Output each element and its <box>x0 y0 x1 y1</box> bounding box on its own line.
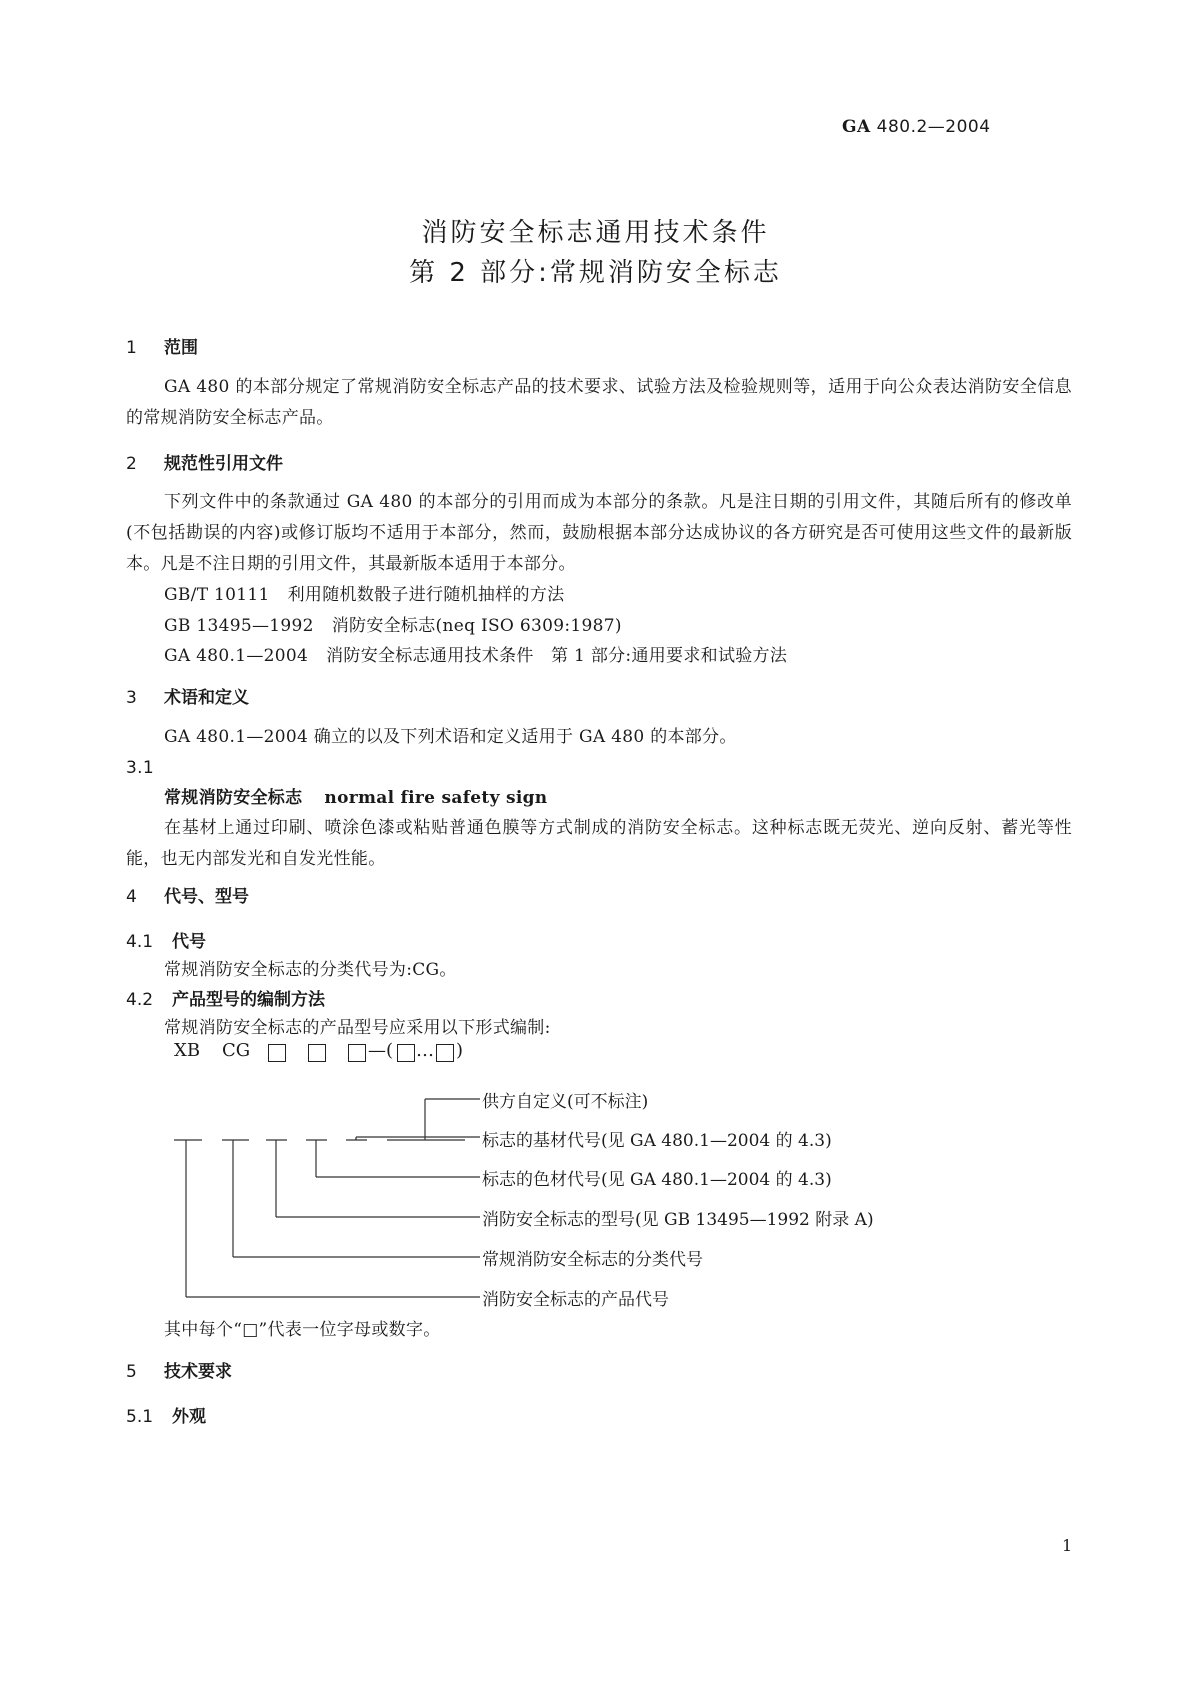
section-number: 3 <box>126 688 137 708</box>
code-close-paren: ) <box>456 1040 464 1061</box>
section-title: 代号 <box>172 932 206 952</box>
section-2-paragraph: 下列文件中的条款通过 GA 480 的本部分的引用而成为本部分的条款。凡是注日期的引用文件，其随后所有的修改单(不包括勘误的内容)或修订版均不适用于本部分，然而，鼓励根据本部分达成协议的各方研究是否可使用这些文件的最新版本。凡是不注日期的引用文件，其最新版本适用于本部分。 <box>126 492 1072 574</box>
section-number: 1 <box>126 338 137 358</box>
term-chinese: 常规消防安全标志 <box>164 788 303 808</box>
section-title: 规范性引用文件 <box>164 454 283 474</box>
placeholder-box-icon <box>268 1044 286 1062</box>
reference-title: 消防安全标志通用技术条件 第 1 部分:通用要求和试验方法 <box>326 646 788 666</box>
diagram-label-sign-type: 消防安全标志的型号(见 GB 13495—1992 附录 A) <box>482 1210 874 1230</box>
reference-code: GB 13495—1992 <box>164 616 314 636</box>
diagram-label-color-material: 标志的色材代号(见 GA 480.1—2004 的 4.3) <box>482 1170 832 1190</box>
diagram-label-product-code: 消防安全标志的产品代号 <box>482 1290 669 1310</box>
section-number: 5.1 <box>126 1407 154 1427</box>
reference-title: 利用随机数骰子进行随机抽样的方法 <box>287 585 565 605</box>
subsection-4-1-text: 常规消防安全标志的分类代号为:CG。 <box>164 960 457 980</box>
section-title: 技术要求 <box>164 1362 232 1382</box>
section-title: 产品型号的编制方法 <box>172 990 325 1010</box>
section-number: 4.2 <box>126 990 154 1010</box>
code-dash-open-paren: —( <box>368 1040 394 1061</box>
section-title: 外观 <box>172 1407 206 1427</box>
reference-code: GB/T 10111 <box>164 585 270 605</box>
section-title: 范围 <box>164 338 198 358</box>
section-title: 术语和定义 <box>164 688 249 708</box>
section-number: 5 <box>126 1362 137 1382</box>
standard-code: 480.2—2004 <box>876 117 991 137</box>
placeholder-box-icon <box>436 1044 454 1062</box>
code-box-custom-end <box>436 1044 454 1064</box>
code-token-xb: XB <box>174 1040 201 1061</box>
standard-prefix: GA <box>842 117 871 137</box>
term-english: normal fire safety sign <box>324 788 548 808</box>
document-title-line2: 第 2 部分:常规消防安全标志 <box>409 258 782 288</box>
subsection-4-2-text: 常规消防安全标志的产品型号应采用以下形式编制: <box>164 1018 551 1038</box>
diagram-label-supplier-defined: 供方自定义(可不标注) <box>482 1092 649 1112</box>
reference-title: 消防安全标志(neq ISO 6309:1987) <box>331 616 622 636</box>
section-5-heading <box>126 1357 232 1382</box>
code-box-color-material <box>308 1044 326 1064</box>
document-title-line1: 消防安全标志通用技术条件 <box>421 218 770 248</box>
code-box-custom-start <box>397 1044 415 1064</box>
page-number: 1 <box>1062 1536 1073 1555</box>
diagram-label-classification-code: 常规消防安全标志的分类代号 <box>482 1250 703 1270</box>
code-box-type <box>268 1044 286 1064</box>
placeholder-box-icon <box>348 1044 366 1062</box>
section-title: 代号、型号 <box>164 887 249 907</box>
section-3-paragraph: GA 480.1—2004 确立的以及下列术语和定义适用于 GA 480 的本部分。 <box>164 727 737 747</box>
section-number: 4.1 <box>126 932 154 952</box>
term-definition: 在基材上通过印刷、喷涂色漆或粘贴普通色膜等方式制成的消防安全标志。这种标志既无荧光、逆向反射、蓄光等性能，也无内部发光和自发光性能。 <box>126 818 1072 869</box>
section-number: 2 <box>126 454 137 474</box>
section-1-paragraph: GA 480 的本部分规定了常规消防安全标志产品的技术要求、试验方法及检验规则等，适用于向公众表达消防安全信息的常规消防安全标志产品。 <box>126 377 1072 428</box>
section-number: 4 <box>126 887 137 907</box>
diagram-label-base-material: 标志的基材代号(见 GA 480.1—2004 的 4.3) <box>482 1131 832 1151</box>
subsection-5-1-heading <box>126 1402 206 1427</box>
placeholder-box-icon <box>397 1044 415 1062</box>
reference-code: GA 480.1—2004 <box>164 646 309 666</box>
code-ellipsis: … <box>416 1040 434 1061</box>
diagram-note: 其中每个“□”代表一位字母或数字。 <box>164 1320 441 1340</box>
code-token-cg: CG <box>222 1040 251 1061</box>
placeholder-box-icon <box>308 1044 326 1062</box>
subsection-3-1-number: 3.1 <box>126 758 154 778</box>
code-box-base-material <box>348 1044 366 1064</box>
